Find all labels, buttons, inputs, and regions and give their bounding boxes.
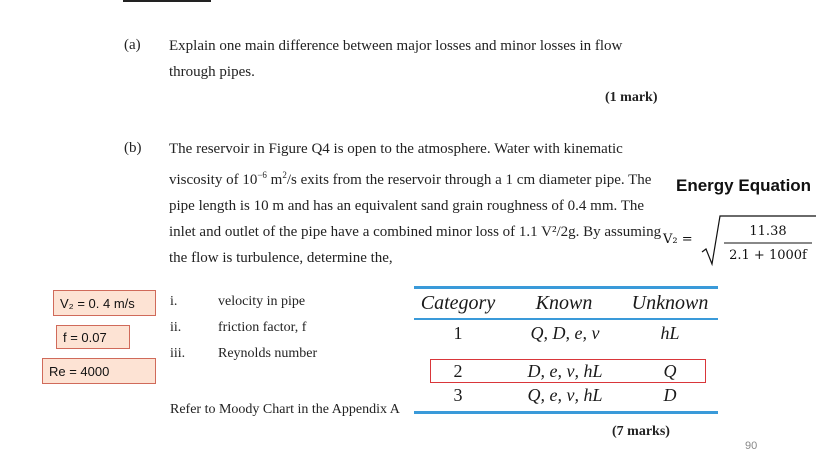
table-row1-category: 1: [453, 323, 463, 343]
answer-friction-factor: f = 0.07: [56, 325, 130, 349]
question-b-marks: (7 marks): [612, 424, 670, 439]
table-row2-unknown: Q: [663, 361, 677, 381]
question-b-line2: viscosity of $10^{-6}$ $m^2/s$ exits from the reservoir through a 1 cm diameter pipe. The: [169, 170, 652, 188]
table-row3-known: Q, e, ν, hL: [527, 385, 603, 405]
item-3-text: Reynolds number: [218, 346, 318, 361]
question-a-line2: through pipes.: [169, 64, 255, 80]
table-header-unknown: Unknown: [631, 292, 709, 314]
table-row1-unknown: hL: [660, 323, 680, 343]
energy-denominator: 2.1 + 1000f: [729, 248, 807, 263]
table-row1-known: Q, D, e, ν: [530, 323, 600, 343]
answer-reynolds: Re = 4000: [42, 358, 156, 384]
moody-chart-reference: Refer to Moody Chart in the Appendix A: [170, 402, 400, 417]
question-b-line3: pipe length is 10 m and has an equivalent sand grain roughness of 0.4 mm. The: [169, 198, 645, 214]
question-a-marks: (1 mark): [605, 90, 658, 105]
question-a-line1: Explain one main difference between major losses and minor losses in flow: [169, 38, 623, 54]
table-row2-category: 2: [453, 361, 463, 381]
table-top-rule: [414, 286, 718, 289]
table-bottom-rule: [414, 411, 718, 414]
table-row3-unknown: D: [663, 385, 677, 405]
answer-velocity: V₂ = 0. 4 m/s: [53, 290, 156, 316]
question-b-line4: inlet and outlet of the pipe have a combined minor loss of 1.1 V²/2g. By assuming: [169, 224, 662, 240]
question-b-label: (b): [124, 140, 142, 156]
table-header-known: Known: [535, 292, 593, 314]
table-row3-category: 3: [453, 385, 463, 405]
energy-lhs: V₂ =: [663, 232, 693, 247]
question-b-line1: The reservoir in Figure Q4 is open to the atmosphere. Water with kinematic: [169, 141, 623, 157]
item-1-text: velocity in pipe: [218, 294, 306, 309]
table-header-category: Category: [420, 292, 496, 314]
question-a-text: [169, 33, 675, 85]
question-b-text: [169, 136, 675, 271]
item-2-text: friction factor, f: [218, 320, 307, 335]
item-3-number: iii.: [170, 346, 186, 361]
item-2-number: ii.: [170, 320, 182, 335]
table-row2-known: D, e, ν, hL: [527, 361, 603, 381]
energy-equation-title: Energy Equation: [676, 176, 812, 195]
table-header-rule: [414, 318, 718, 320]
question-a-label: (a): [124, 37, 141, 53]
item-1-number: i.: [170, 294, 178, 309]
page-number: 90: [745, 440, 758, 452]
question-b-line5: the flow is turbulence, determine the,: [169, 250, 393, 266]
top-rule: [123, 0, 211, 2]
energy-numerator: 11.38: [749, 224, 787, 239]
